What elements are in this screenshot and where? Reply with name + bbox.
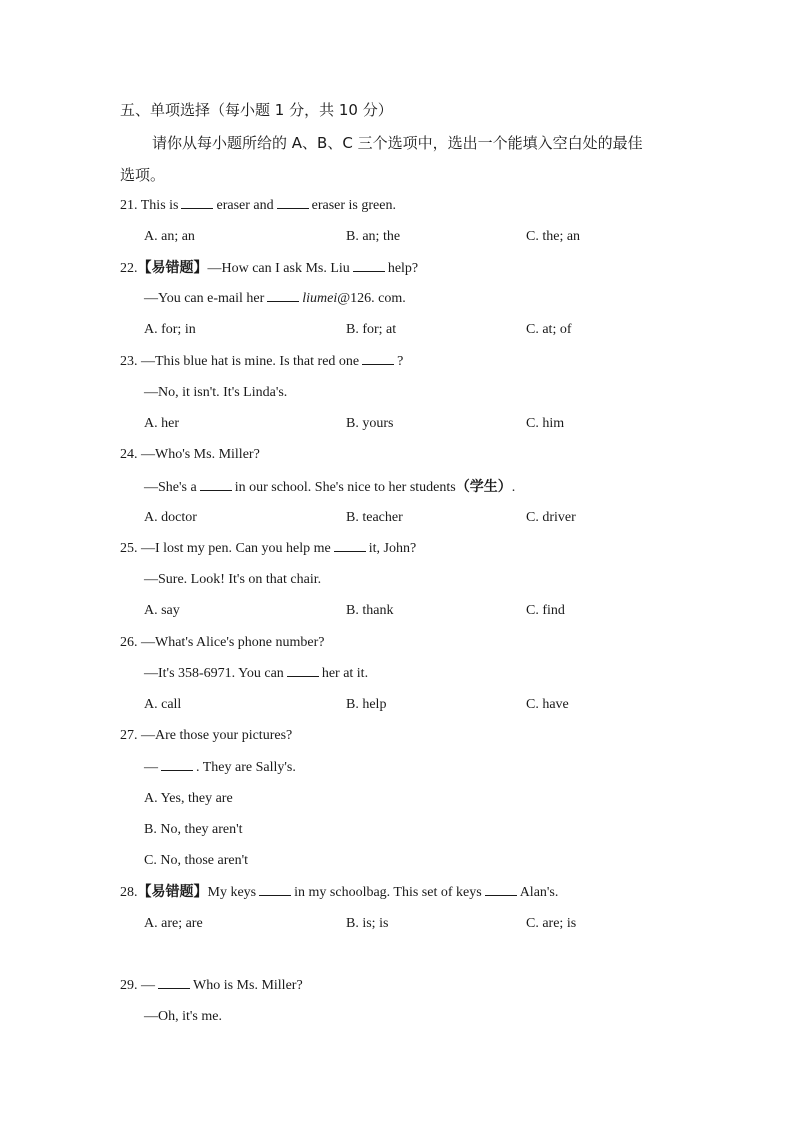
question-23-stem: 23. —This blue hat is mine. Is that red one ? <box>120 354 404 369</box>
answer-blank <box>181 207 213 209</box>
question-25-option-a: A. say <box>144 603 180 618</box>
error-prone-tag: 【易错题】 <box>137 884 208 900</box>
question-28-stem: 28.【易错题】My keys in my schoolbag. This set of keys Alan's. <box>120 884 559 900</box>
answer-blank <box>158 987 190 989</box>
answer-blank <box>277 207 309 209</box>
question-number: 22. <box>120 261 138 276</box>
answer-blank <box>161 769 193 771</box>
question-number: 23. <box>120 354 138 369</box>
question-23-option-c: C. him <box>526 416 565 431</box>
answer-blank <box>259 894 291 896</box>
question-21-stem: 21. This is eraser and eraser is green. <box>120 198 396 213</box>
question-25-option-b: B. thank <box>346 603 394 618</box>
error-prone-tag: 【易错题】 <box>137 260 208 276</box>
question-24-reply: —She's a in our school. She's nice to her students（学生）. <box>144 479 516 495</box>
answer-blank <box>362 363 394 365</box>
question-21-option-b: B. an; the <box>346 229 401 244</box>
question-27-option-c: C. No, those aren't <box>144 853 249 868</box>
question-21-option-c: C. the; an <box>526 229 581 244</box>
question-21-option-a: A. an; an <box>144 229 195 244</box>
question-29-reply: —Oh, it's me. <box>144 1009 222 1024</box>
question-29-stem: 29. — Who is Ms. Miller? <box>120 978 303 993</box>
answer-blank <box>200 489 232 491</box>
answer-blank <box>353 270 385 272</box>
question-24-option-c: C. driver <box>526 510 576 525</box>
question-number: 21. <box>120 198 138 213</box>
question-24-option-b: B. teacher <box>346 510 403 525</box>
question-24-stem: 24. —Who's Ms. Miller? <box>120 447 260 462</box>
question-number: 26. <box>120 635 138 650</box>
section-instruction-line2: 选项。 <box>120 166 166 184</box>
question-25-reply: —Sure. Look! It's on that chair. <box>144 572 322 587</box>
question-27-reply: — . They are Sally's. <box>144 760 296 775</box>
question-number: 29. <box>120 978 138 993</box>
question-26-stem: 26. —What's Alice's phone number? <box>120 635 325 650</box>
question-26-option-a: A. call <box>144 697 182 712</box>
question-23-option-a: A. her <box>144 416 179 431</box>
question-22-reply: —You can e-mail her liumei@126. com. <box>144 291 406 306</box>
question-26-option-b: B. help <box>346 697 387 712</box>
answer-blank <box>287 675 319 677</box>
question-22-option-b: B. for; at <box>346 322 397 337</box>
question-25-stem: 25. —I lost my pen. Can you help me it, John? <box>120 541 417 556</box>
question-28-option-b: B. is; is <box>346 916 389 931</box>
question-27-stem: 27. —Are those your pictures? <box>120 728 293 743</box>
question-27-option-a: A. Yes, they are <box>144 791 233 806</box>
question-number: 25. <box>120 541 138 556</box>
question-22-option-a: A. for; in <box>144 322 196 337</box>
question-25-option-c: C. find <box>526 603 565 618</box>
answer-blank <box>334 550 366 552</box>
question-26-reply: —It's 358-6971. You can her at it. <box>144 666 369 681</box>
question-22-stem: 22.【易错题】—How can I ask Ms. Liu help? <box>120 260 419 276</box>
answer-blank <box>267 300 299 302</box>
question-22-option-c: C. at; of <box>526 322 572 337</box>
question-23-option-b: B. yours <box>346 416 394 431</box>
question-number: 28. <box>120 885 138 900</box>
question-26-option-c: C. have <box>526 697 569 712</box>
section-instruction-line1: 请你从每小题所给的 A、B、C 三个选项中，选出一个能填入空白处的最佳 <box>152 134 643 152</box>
question-number: 27. <box>120 728 138 743</box>
question-27-option-b: B. No, they aren't <box>144 822 243 837</box>
question-23-reply: —No, it isn't. It's Linda's. <box>144 385 288 400</box>
question-24-option-a: A. doctor <box>144 510 197 525</box>
question-number: 24. <box>120 447 138 462</box>
question-28-option-c: C. are; is <box>526 916 577 931</box>
question-28-option-a: A. are; are <box>144 916 203 931</box>
answer-blank <box>485 894 517 896</box>
section-title: 五、单项选择（每小题 1 分，共 10 分） <box>120 101 393 119</box>
